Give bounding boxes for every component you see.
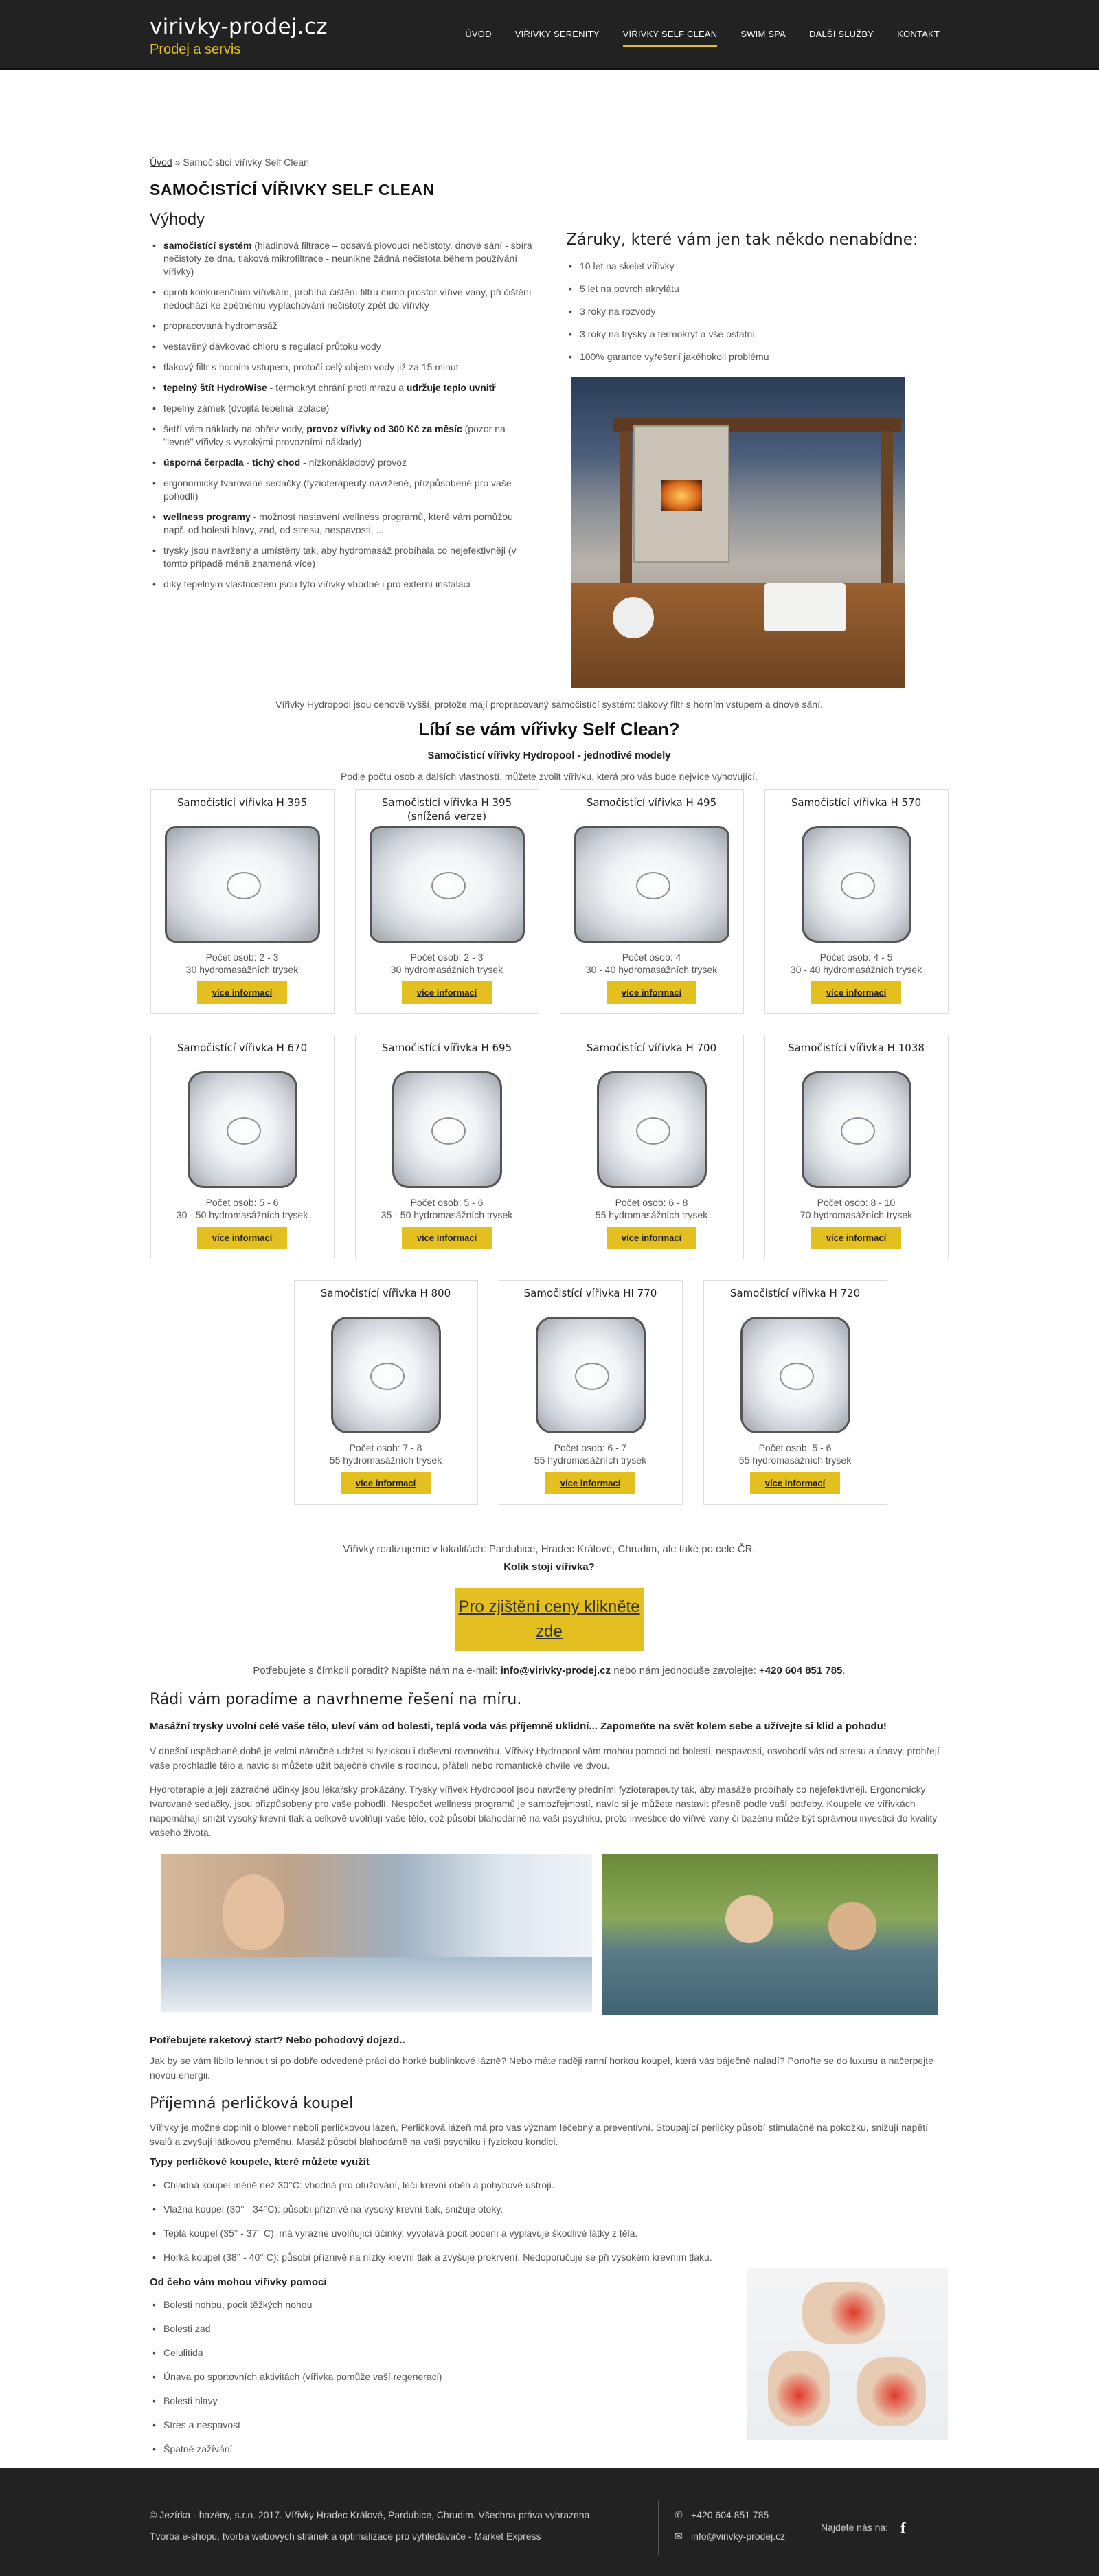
hydropool-caption: Vířivky Hydropool jsou cenově vyšší, protože mají propracovaný samočistící systém: tlakový filtr s horním vstupem a dnové sání.	[275, 699, 823, 710]
model-title[interactable]: Samočistící vířivka H 395 (snížená verze)	[381, 796, 512, 822]
model-persons: Počet osob: 6 - 8	[615, 1196, 688, 1208]
help-list	[150, 2298, 740, 2456]
family-in-spa-photo	[602, 1854, 938, 2015]
site-header	[0, 0, 1099, 70]
contact-pre: Potřebujete s čímkoli poradit? Napište nám na e-mail:	[253, 1664, 501, 1677]
social-label: Najdete nás na:	[821, 2522, 889, 2533]
more-info-button[interactable]: více informací	[545, 1472, 635, 1495]
model-title[interactable]: Samočistící vířivka H 1038	[788, 1041, 925, 1054]
guarantee-item: • 100% garance vyřešení jakéhokoli problému	[566, 350, 949, 363]
model-jets: 55 hydromasážních trysek	[595, 1209, 708, 1220]
bubble-heading: Příjemná perličková koupel	[150, 2095, 354, 2112]
advice-lead: Masážní trysky uvolní celé vaše tělo, uleví vám od bolesti, teplá voda vás příjemně uklidní... Zapomeňte na svět kolem sebe a užívejte si klid a pohodu!	[150, 1721, 887, 1732]
main-nav	[465, 27, 940, 47]
mail-icon: ✉	[675, 2531, 683, 2542]
spa-top-view-image[interactable]	[802, 826, 911, 943]
more-info-button[interactable]: více informací	[811, 1227, 901, 1250]
model-persons: Počet osob: 5 - 6	[205, 1196, 279, 1208]
intro-columns	[150, 208, 949, 688]
types-list	[150, 2179, 949, 2264]
model-persons: Počet osob: 5 - 6	[758, 1442, 832, 1453]
breadcrumb-separator: »	[172, 157, 183, 168]
photos-row	[150, 1854, 949, 2015]
types-heading: Typy perličkové koupele, které můžete využít	[150, 2156, 370, 2168]
pain-points-photo	[747, 2268, 948, 2440]
help-item: • Bolesti nohou, pocit těžkých nohou	[150, 2298, 740, 2311]
footer-left	[150, 2505, 592, 2547]
logo-title[interactable]: virivky-prodej.cz	[150, 14, 328, 39]
advantage-item: • propracovaná hydromasáž	[150, 320, 534, 333]
model-card	[150, 789, 335, 1014]
advantage-item: • samočistící systém (hladinová filtrace – odsává plovoucí nečistoty, dnové sání - sbírá nečistoty ze dna, tlaková mikrofiltrace - neunikne žádná nečistota během používání vířivky)	[150, 239, 534, 278]
bath-type-item: • Teplá koupel (35° - 37° C): má výrazné uvolňující účinky, vyvolává pocit pocení a vyplavuje škodlivé látky z těla.	[150, 2227, 949, 2240]
model-card	[560, 1035, 744, 1259]
model-jets: 55 hydromasážních trysek	[738, 1454, 852, 1466]
guarantees-list	[566, 260, 949, 363]
breadcrumb	[150, 155, 949, 170]
breadcrumb-home[interactable]: Úvod	[150, 157, 172, 168]
help-item: • Celulitida	[150, 2347, 740, 2360]
spa-top-view-image[interactable]	[740, 1317, 850, 1433]
model-card	[355, 789, 539, 1014]
help-row	[150, 2275, 949, 2467]
howmuch-heading: Kolik stojí vířivka?	[503, 1561, 595, 1573]
model-card	[764, 1035, 949, 1259]
models-heading: Samočisticí vířivky Hydropool - jednotlivé modely	[427, 750, 671, 761]
spa-top-view-image[interactable]	[370, 826, 525, 943]
model-persons: Počet osob: 5 - 6	[410, 1196, 484, 1208]
phone-icon: ✆	[675, 2509, 683, 2520]
footer-social	[821, 2516, 905, 2539]
footer-contact	[673, 2505, 785, 2547]
model-jets: 55 hydromasážních trysek	[534, 1454, 647, 1466]
model-persons: Počet osob: 2 - 3	[410, 951, 484, 963]
advantages-section	[150, 208, 534, 688]
spa-top-view-image[interactable]	[331, 1317, 441, 1433]
more-info-button[interactable]: více informací	[402, 981, 492, 1005]
more-info-button[interactable]: více informací	[341, 1472, 431, 1495]
breadcrumb-current: Samočisticí vířivky Self Clean	[183, 157, 309, 168]
advantage-item: • šetří vám náklady na ohřev vody, provoz vířivky od 300 Kč za měsíc (pozor na "levné" vířivky s vysokými provozními náklady)	[150, 423, 534, 449]
advantage-item: • wellness programy - možnost nastavení wellness programů, které vám pomůžou např. od bolesti hlavy, zad, od stresu, nespavosti, ...	[150, 511, 534, 537]
model-title[interactable]: Samočistící vířivka H 800	[320, 1286, 451, 1299]
spa-top-view-image[interactable]	[536, 1317, 646, 1433]
model-card	[703, 1280, 887, 1505]
model-persons: Počet osob: 8 - 10	[817, 1196, 896, 1208]
model-persons: Počet osob: 4	[622, 951, 681, 963]
help-item: • Únava po sportovních aktivitách (vířivka pomůže vaší regeneraci)	[150, 2371, 740, 2384]
guarantees-heading: Záruky, které vám jen tak někdo nenabídne:	[566, 230, 918, 249]
model-persons: Počet osob: 4 - 5	[819, 951, 893, 963]
nav-kontakt[interactable]: KONTAKT	[897, 29, 940, 39]
model-card	[560, 789, 744, 1014]
footer-divider	[658, 2500, 659, 2555]
model-card	[294, 1280, 478, 1505]
contact-post: .	[842, 1664, 846, 1677]
advice-paragraph-2: Hydroterapie a její zázračné účinky jsou lékařsky prokázány. Trysky vířivek Hydropool jsou navrženy předními fyzioterapeuty tak, aby masáže probíhaly co nejefektivněji. Ergonomicky tvarované sedačky, jsou přizpůsobeny pro vaše pohodlí. Nespočet wellness programů je samozřejmostí, navíc si je můžete nastavit přesně podle vaší potřeby. Koupele ve vířivkách napomáhají snížit vysoký krevní tlak a celkově uvolňují vaše tělo, což působí blahodárně na vaši psychiku, proto investice do vířivé vany či bazénu může být správnou investicí do kvality vašeho života.	[150, 1784, 938, 1838]
help-item: • Bolesti hlavy	[150, 2395, 740, 2408]
footer-email[interactable]: info@virivky-prodej.cz	[691, 2531, 786, 2542]
model-title[interactable]: Samočistící vířivka H 395	[177, 796, 308, 809]
guarantee-item: • 3 roky na rozvody	[566, 305, 949, 318]
spa-gazebo-photo	[571, 377, 905, 688]
guarantees-section	[534, 208, 949, 688]
help-item: • Bolesti zad	[150, 2322, 740, 2336]
price-button[interactable]: Pro zjištění ceny klikněte zde	[455, 1588, 644, 1651]
footer-phone[interactable]: +420 604 851 785	[691, 2509, 769, 2520]
more-info-button[interactable]: více informací	[750, 1472, 840, 1495]
bubble-paragraph: Vířivky je možné doplnit o blower neboli perličkovou lázeň. Perličková lázeň má pro vás význam léčebný a preventivní. Stoupající perličky působí stimulačně na pokožku, snižují napětí svalů a zvyšují látkovou přeměnu. Masáž působí blahodárně na vaši psychiku i fyzickou kondici.	[150, 2122, 929, 2147]
advantage-item: • úsporná čerpadla - tichý chod - nízkonákladový provoz	[150, 456, 534, 469]
more-info-button[interactable]: více informací	[607, 1227, 696, 1250]
model-persons: Počet osob: 6 - 7	[554, 1442, 627, 1453]
advantages-heading: Výhody	[150, 210, 205, 229]
model-title[interactable]: Samočistící vířivka HI 770	[523, 1286, 657, 1299]
model-jets: 30 - 40 hydromasážních trysek	[585, 963, 718, 975]
help-section	[150, 2275, 740, 2467]
nav-virivky-serenity[interactable]: VÍŘIVKY SERENITY	[514, 29, 600, 39]
advantage-item: • trysky jsou navrženy a umístěny tak, aby hydromasáž probíhala co nejefektivněji (v tomto případě méně znamená více)	[150, 544, 534, 570]
contact-email-link[interactable]: info@virivky-prodej.cz	[500, 1664, 611, 1677]
rocket-paragraph: Jak by se vám líbilo lehnout si po dobře odvedené práci do horké bublinkové lázně? Nebo máte raději ranní horkou koupel, která vás báječně naladí? Ponořte se do luxusu a načerpejte novou energii.	[150, 2055, 933, 2081]
bath-type-item: • Chladná koupel méně než 30°C: vhodná pro otužování, léčí krevní oběh a pohybové ústrojí.	[150, 2179, 949, 2192]
guarantee-item: • 5 let na povrch akrylátu	[566, 282, 949, 295]
model-jets: 30 hydromasážních trysek	[185, 963, 299, 975]
footer-copyright: © Jezírka - bazény, s.r.o. 2017. Vířivky Hradec Králové, Pardubice, Chrudim. Všechna práva vyhrazena.	[150, 2509, 593, 2520]
models-note: Podle počtu osob a dalších vlastností, můžete zvolit vířivku, která pro vás bude nejvíce vyhovující.	[341, 770, 758, 782]
advantage-item: • tlakový filtr s horním vstupem, protočí celý objem vody již za 15 minut	[150, 361, 534, 374]
model-card	[499, 1280, 683, 1505]
advantage-item: • díky tepelným vlastnostem jsou tyto vířivky vhodné i pro externí instalaci	[150, 578, 534, 591]
more-info-button[interactable]: více informací	[402, 1227, 492, 1250]
spa-top-view-image[interactable]	[597, 1071, 707, 1188]
guarantee-item: • 10 let na skelet vířivky	[566, 260, 949, 273]
model-jets: 30 hydromasážních trysek	[390, 963, 503, 975]
model-jets: 30 - 50 hydromasážních trysek	[176, 1209, 308, 1220]
model-title[interactable]: Samočistící vířivka H 570	[791, 796, 922, 809]
page-title: SAMOČISTÍCÍ VÍŘIVKY SELF CLEAN	[150, 181, 435, 199]
nav-uvod[interactable]: ÚVOD	[465, 29, 492, 39]
model-title[interactable]: Samočistící vířivka H 695	[381, 1041, 512, 1054]
advantage-item: • tepelný zámek (dvojitá tepelná izolace)	[150, 402, 534, 415]
logo[interactable]	[150, 14, 328, 58]
model-title[interactable]: Samočistící vířivka H 495	[586, 796, 717, 809]
model-jets: 30 - 40 hydromasážních trysek	[790, 963, 922, 975]
advantage-item: • tepelný štít HydroWise - termokryt chrání proti mrazu a udržuje teplo uvnitř	[150, 381, 534, 394]
model-persons: Počet osob: 7 - 8	[349, 1442, 422, 1453]
model-title[interactable]: Samočistící vířivka H 700	[586, 1041, 717, 1054]
more-info-button[interactable]: více informací	[197, 981, 287, 1005]
model-card	[355, 1035, 539, 1259]
model-title[interactable]: Samočistící vířivka H 670	[177, 1041, 308, 1054]
spa-top-view-image[interactable]	[188, 1071, 297, 1188]
like-heading: Líbí se vám vířivky Self Clean?	[418, 719, 680, 739]
model-title[interactable]: Samočistící vířivka H 720	[729, 1286, 861, 1299]
help-item: • Špatné zažívání	[150, 2443, 740, 2456]
logo-subtitle: Prodej a servis	[150, 42, 241, 57]
rocket-lead: Potřebujete raketový start? Nebo pohodový dojezd..	[150, 2035, 405, 2046]
facebook-icon[interactable]: f	[900, 2519, 906, 2536]
spa-top-view-image[interactable]	[574, 826, 729, 943]
main-content	[150, 155, 949, 2467]
nav-dalsi-sluzby[interactable]: DALŠÍ SLUŽBY	[809, 29, 874, 39]
model-jets: 35 - 50 hydromasážních trysek	[381, 1209, 513, 1220]
advantage-item: • oproti konkurenčním vířivkám, probíhá čištění filtru mimo prostor vířivé vany, při čištění nedochází ke zpětnému vyplachování nečistoty zpět do vířivky	[150, 286, 534, 312]
more-info-button[interactable]: více informací	[607, 981, 696, 1005]
footer-credit[interactable]: Tvorba e-shopu, tvorba webových stránek a optimalizace pro vyhledávače - Market Express	[150, 2531, 541, 2542]
contact-mid: nebo nám jednoduše zavolejte:	[611, 1664, 760, 1677]
advantage-item: • vestavěný dávkovač chloru s regulací průtoku vody	[150, 340, 534, 353]
site-footer	[0, 2468, 1099, 2576]
nav-swim-spa[interactable]: SWIM SPA	[740, 29, 786, 39]
help-heading: Od čeho vám mohou vířivky pomoci	[150, 2276, 327, 2288]
more-info-button[interactable]: více informací	[197, 1227, 287, 1250]
model-jets: 55 hydromasážních trysek	[329, 1454, 442, 1466]
woman-in-spa-photo	[161, 1854, 592, 2012]
models-grid	[150, 789, 949, 1505]
guarantee-item: • 3 roky na trysky a termokryt a vše ostatní	[566, 328, 949, 341]
model-card	[150, 1035, 335, 1259]
model-jets: 70 hydromasážních trysek	[800, 1209, 913, 1220]
spa-top-view-image[interactable]	[802, 1071, 911, 1188]
nav-virivky-self-clean[interactable]: VÍŘIVKY SELF CLEAN	[623, 27, 718, 47]
model-card	[764, 789, 949, 1014]
advice-heading: Rádi vám poradíme a navrhneme řešení na míru.	[150, 1691, 522, 1708]
contact-phone: +420 604 851 785	[759, 1664, 843, 1677]
help-item: • Stres a nespavost	[150, 2419, 740, 2432]
contact-line	[150, 1664, 949, 1679]
more-info-button[interactable]: více informací	[811, 981, 901, 1005]
locations-text: Vířivky realizujeme v lokalitách: Pardubice, Hradec Králové, Chrudim, ale také po celé ČR.	[343, 1543, 756, 1555]
advantage-item: • ergonomicky tvarované sedačky (fyzioterapeuty navržené, přizpůsobené pro vaše pohodlí)	[150, 477, 534, 503]
model-persons: Počet osob: 2 - 3	[205, 951, 279, 963]
spa-top-view-image[interactable]	[165, 826, 320, 943]
spa-top-view-image[interactable]	[392, 1071, 502, 1188]
bath-type-item: • Vlažná koupel (30° - 34°C): působí příznivě na vysoký krevní tlak, snižuje otoky.	[150, 2203, 949, 2216]
bath-type-item: • Horká koupel (38° - 40° C): působí příznivě na nízký krevní tlak a zvyšuje prokrvení. Nedoporučuje se při vysokém krevním tlaku.	[150, 2251, 949, 2264]
advice-paragraph-1: V dnešní uspěchané době je velmi náročné udržet si fyzickou i duševní rovnováhu. Vířivky Hydropool vám mohou pomoci od bolesti, nespavosti, osvobodí vás od stresu a únavy, prohřejí vaše prochladlé tělo a navíc si můžete užít báječné chvíle s rodinou, přáteli nebo romantické chvíle ve dvou.	[150, 1745, 940, 1771]
advantages-list	[150, 239, 534, 591]
